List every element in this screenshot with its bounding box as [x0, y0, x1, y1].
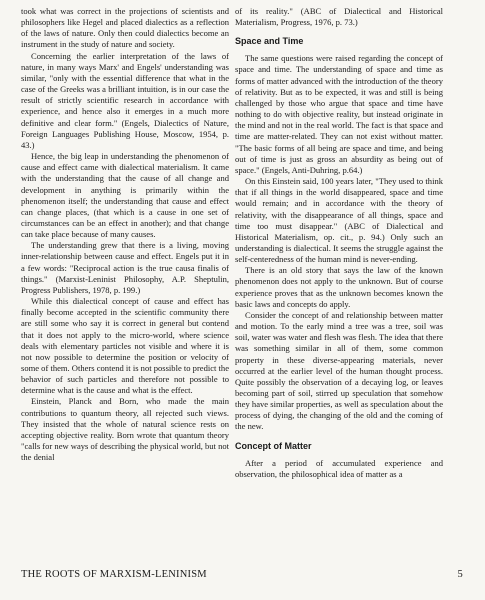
- paragraph: took what was correct in the projections of scientists and philosophers like Hegel and placed dialectics as a reflection of the laws of nature. Only then could dialectics become an instrument in the study of nature and society.: [21, 6, 229, 50]
- right-column: [235, 6, 443, 480]
- paragraph: After a period of accumulated experience and observation, the philosophical idea of matter as a: [235, 457, 443, 479]
- paragraph: On this Einstein said, 100 years later, "They used to think that if all things in the world disappeared, space and time would remain; and in accordance with the theory of relativity, with the disappearance of all things, space and time too must disappear." (ABC of Dialectical and Historical Materialism, op. cit., p. 94.) Only such an understanding is dialectical. It seems the struggle against the self-centeredness of the human mind is never-ending.: [235, 176, 443, 265]
- paragraph: Hence, the big leap in understanding the phenomenon of cause and effect came with dialectical materialism. It came with the understanding that the cause of all change and development in anything is primarily within the phenomenon itself; the understanding that cause and effect can change places, (that which is a cause in one set of circumstances can be an effect in another); and that change can take place because of many causes.: [21, 151, 229, 240]
- paragraph: While this dialectical concept of cause and effect has finally become accepted in the scientific community there are still some who say it is correct in general but contend that it does not apply to the micro-world, where science deals with elementary particles not visible and where it is not now possible to determine the position or velocity of some of them. Others contend it is not possible to predict the behavior of such particles and therefore not possible to determine what is the cause and what is the effect.: [21, 296, 229, 396]
- book-title: THE ROOTS OF MARXISM-LENINISM: [21, 569, 207, 580]
- paragraph: The same questions were raised regarding the concept of space and time. The understanding of space and time as forms of matter advanced with the introduction of the theory of relativity. But as to be expected, it was and still is being challenged by those who argue that space and time have nothing to do with objective reality, but instead originate in the mind and not in the real world. The fact is that space and time are matter-related. They can not exist without matter. "The basic forms of all being are space and time, and being out of time is just as gross an absurdity as being out of space." (Engels, Anti-Duhring, p.64.): [235, 53, 443, 175]
- page-footer: [21, 569, 463, 580]
- paragraph: The understanding grew that there is a living, moving inner-relationship between cause and effect. Engels put it in a few words: "Reciprocal action is the true causa finalis of things." (Marxist-Leninist Philosophy, A.P. Sheptulin, Progress Publishers, 1978, p. 199.): [21, 240, 229, 295]
- paragraph: of its reality." (ABC of Dialectical and Historical Materialism, Progress, 1976, p. 73.): [235, 6, 443, 28]
- paragraph: Consider the concept of and relationship between matter and motion. To the early mind a tree was a tree, soil was soil, water was water and flesh was flesh. The idea that there was something similar in all of them, some common property in these diverse-appearing materials, never occurred at the earlier level of the human thought process. Quite possibly the observation of a decaying log, or leaves becoming part of soil, stirred up speculation that somehow they have similar properties, as well as speculation about the process of dying, the changing of the old and the coming of the new.: [235, 309, 443, 432]
- section-heading: Space and Time: [235, 36, 304, 47]
- paragraph: There is an old story that says the law of the known phenomenon does not apply to the unknown. But of course experience proves that as the unknown becomes known the basic laws and concepts do apply.: [235, 265, 443, 309]
- left-column: [21, 6, 229, 463]
- section-heading: Concept of Matter: [235, 440, 312, 451]
- page-number: 5: [457, 569, 463, 580]
- paragraph: Einstein, Planck and Born, who made the main contributions to quantum theory, all rejected such views. They insisted that the whole of natural science rests on accepting objective reality. Born wrote that quantum theory "calls for new ways of describing the physical world, but not the denial: [21, 396, 229, 463]
- paragraph: Concerning the earlier interpretation of the laws of nature, in many ways Marx' and Engels' understanding was similar, "only with the essential difference that what in the case of the Greeks was a brilliant intuition, is in our case the result of strictly scientific research in accordance with experience, and hence also it emerges in a much more definitive and clear form." (Engels, Dialectics of Nature, Foreign Languages Publishing House, Moscow, 1954, p. 43.): [21, 50, 229, 150]
